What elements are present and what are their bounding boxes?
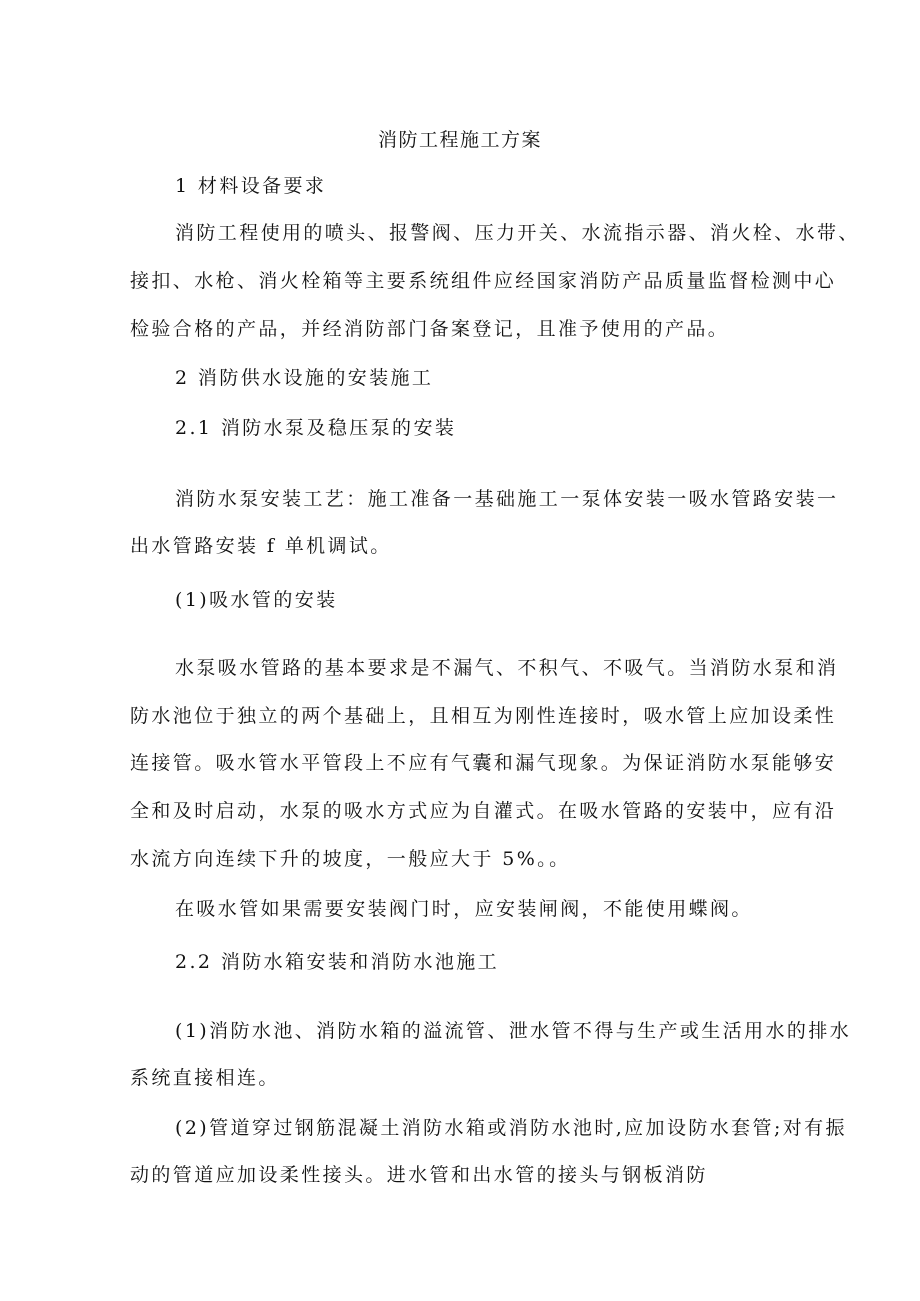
item-1-heading: (1)吸水管的安装 <box>175 589 338 611</box>
item-1-line-4: 全和及时启动，水泵的吸水方式应为自灌式。在吸水管路的安装中，应有沿 <box>130 800 837 822</box>
section-1-line-3: 检验合格的产品，并经消防部门备案登记，且准予使用的产品。 <box>130 318 730 340</box>
item-1-line-2: 防水池位于独立的两个基础上，且相互为刚性连接时，吸水管上应加设柔性 <box>130 705 837 727</box>
item-1-line-3: 连接管。吸水管水平管段上不应有气囊和漏气现象。为保证消防水泵能够安 <box>130 752 837 774</box>
section-1-line-2: 接扣、水枪、消火栓箱等主要系统组件应经国家消防产品质量监督检测中心 <box>130 270 837 292</box>
section-2-heading: 2 消防供水设施的安装施工 <box>175 367 434 389</box>
section-1-heading: 1 材料设备要求 <box>175 175 327 197</box>
section-2-1-line-2: 出水管路安装 f 单机调试。 <box>130 535 392 557</box>
section-2-2-item-1-line-1: (1)消防水池、消防水箱的溢流管、泄水管不得与生产或生活用水的排水 <box>175 1020 852 1042</box>
document-title: 消防工程施工方案 <box>377 129 542 151</box>
item-1-line-1: 水泵吸水管路的基本要求是不漏气、不积气、不吸气。当消防水泵和消 <box>175 657 839 679</box>
section-1-line-1: 消防工程使用的喷头、报警阀、压力开关、水流指示器、消火栓、水带、 <box>175 222 860 244</box>
section-2-2-heading: 2.2 消防水箱安装和消防水池施工 <box>175 951 500 973</box>
section-2-2-item-2-line-1: (2)管道穿过钢筋混凝土消防水箱或消防水池时,应加设防水套管;对有振 <box>175 1117 847 1139</box>
item-1-line-6: 在吸水管如果需要安装阀门时，应安装闸阀，不能使用蝶阀。 <box>175 898 753 920</box>
section-2-2-item-2-line-2: 动的管道应加设柔性接头。进水管和出水管的接头与钢板消防 <box>130 1164 708 1186</box>
item-1-line-5: 水流方向连续下升的坡度，一般应大于 5%。。 <box>130 848 571 870</box>
section-2-1-heading: 2.1 消防水泵及稳压泵的安装 <box>175 417 457 439</box>
section-2-1-line-1: 消防水泵安装工艺：施工准备一基础施工一泵体安装一吸水管路安装一 <box>175 488 839 510</box>
section-2-2-item-1-line-2: 系统直接相连。 <box>130 1067 280 1089</box>
